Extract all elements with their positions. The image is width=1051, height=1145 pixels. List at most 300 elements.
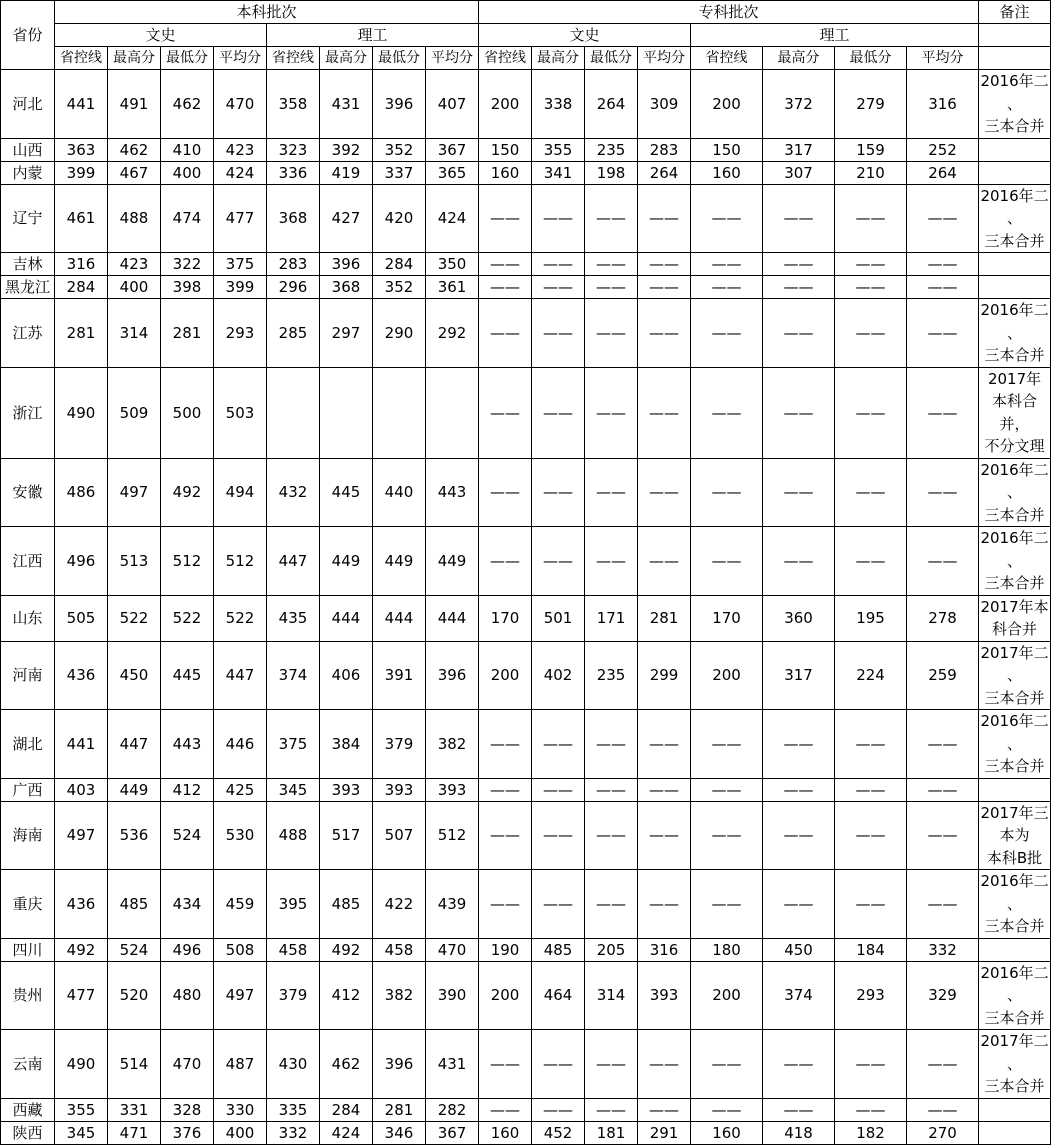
- score-cell: 398: [161, 276, 214, 299]
- score-cell: 443: [161, 710, 214, 779]
- score-cell: ——: [479, 527, 532, 596]
- table-row: [1, 641, 1051, 710]
- score-cell: 522: [161, 595, 214, 641]
- column-header: 平均分: [426, 47, 479, 70]
- score-cell: 445: [320, 458, 373, 527]
- score-cell: 235: [585, 641, 638, 710]
- table-row: [1, 253, 1051, 276]
- score-cell: 379: [267, 961, 320, 1030]
- score-cell: 447: [108, 710, 161, 779]
- score-cell: ——: [907, 870, 979, 939]
- undergrad-liberal-arts-header: 文史: [55, 24, 267, 47]
- remarks-cell: [979, 710, 1051, 779]
- score-cell: ——: [479, 1030, 532, 1099]
- score-cell: 350: [426, 253, 479, 276]
- score-cell: ——: [907, 367, 979, 458]
- score-cell: ——: [479, 1098, 532, 1121]
- score-cell: [426, 367, 479, 458]
- score-cell: ——: [532, 1030, 585, 1099]
- column-header: 平均分: [638, 47, 691, 70]
- province-cell: 吉林: [1, 253, 55, 276]
- score-cell: ——: [479, 367, 532, 458]
- score-cell: 205: [585, 938, 638, 961]
- score-cell: ——: [585, 801, 638, 870]
- score-cell: 284: [373, 253, 426, 276]
- score-cell: 449: [108, 778, 161, 801]
- score-cell: ——: [585, 299, 638, 368]
- remarks-cell: [979, 1030, 1051, 1099]
- score-cell: ——: [835, 184, 907, 253]
- remarks-line: 三本合并: [984, 505, 1045, 524]
- score-cell: ——: [585, 870, 638, 939]
- remarks-line: 三本合并: [984, 917, 1045, 935]
- remarks-cell: [979, 527, 1051, 596]
- table-row: [1, 184, 1051, 253]
- score-cell: 297: [320, 299, 373, 368]
- province-cell: 云南: [1, 1030, 55, 1099]
- score-cell: 418: [763, 1121, 835, 1144]
- score-cell: 490: [55, 1030, 108, 1099]
- province-cell: 贵州: [1, 961, 55, 1030]
- score-cell: 400: [214, 1121, 267, 1144]
- score-cell: ——: [763, 527, 835, 596]
- province-cell: 江西: [1, 527, 55, 596]
- column-header: 平均分: [214, 47, 267, 70]
- score-cell: 419: [320, 161, 373, 184]
- remarks-line: 三本合并: [984, 346, 1045, 364]
- score-cell: 512: [426, 801, 479, 870]
- score-cell: 393: [320, 778, 373, 801]
- province-cell: 湖北: [1, 710, 55, 779]
- remarks-cell: [979, 70, 1051, 139]
- score-cell: ——: [691, 778, 763, 801]
- score-cell: 293: [835, 961, 907, 1030]
- remarks-line: 2016年二: [980, 963, 1049, 982]
- remarks-cell: [979, 938, 1051, 961]
- province-cell: 河北: [1, 70, 55, 139]
- score-cell: 382: [426, 710, 479, 779]
- score-cell: ——: [763, 253, 835, 276]
- score-cell: 393: [426, 778, 479, 801]
- score-cell: 200: [479, 70, 532, 139]
- column-header: 省控线: [267, 47, 320, 70]
- remarks-line: 三本合并: [984, 1077, 1045, 1095]
- score-cell: ——: [907, 710, 979, 779]
- score-cell: 150: [691, 138, 763, 161]
- score-cell: ——: [638, 1030, 691, 1099]
- score-cell: 352: [373, 276, 426, 299]
- score-cell: 278: [907, 595, 979, 641]
- score-cell: 400: [108, 276, 161, 299]
- score-cell: 436: [55, 870, 108, 939]
- score-cell: 445: [161, 641, 214, 710]
- score-cell: 492: [55, 938, 108, 961]
- score-cell: ——: [479, 870, 532, 939]
- score-cell: ——: [479, 299, 532, 368]
- score-cell: 317: [763, 641, 835, 710]
- score-cell: 432: [267, 458, 320, 527]
- score-cell: 281: [373, 1098, 426, 1121]
- score-cell: 375: [214, 253, 267, 276]
- score-cell: ——: [532, 870, 585, 939]
- score-cell: 458: [267, 938, 320, 961]
- score-cell: ——: [532, 253, 585, 276]
- score-cell: 424: [426, 184, 479, 253]
- score-cell: ——: [763, 870, 835, 939]
- score-cell: 367: [426, 1121, 479, 1144]
- remarks-line: 、: [1007, 666, 1023, 684]
- score-cell: 434: [161, 870, 214, 939]
- undergrad-science-header: 理工: [267, 24, 479, 47]
- score-cell: 512: [214, 527, 267, 596]
- remarks-header-blank: [979, 47, 1051, 70]
- score-cell: ——: [532, 527, 585, 596]
- score-cell: ——: [638, 299, 691, 368]
- score-cell: 345: [267, 778, 320, 801]
- table-row: [1, 1098, 1051, 1121]
- remarks-line: 本为: [999, 826, 1030, 844]
- score-cell: 200: [691, 70, 763, 139]
- column-header: 最高分: [532, 47, 585, 70]
- remarks-cell: [979, 595, 1051, 641]
- score-cell: ——: [835, 710, 907, 779]
- remarks-line: 、: [1007, 986, 1023, 1004]
- score-cell: 520: [108, 961, 161, 1030]
- score-cell: 376: [161, 1121, 214, 1144]
- score-cell: 270: [907, 1121, 979, 1144]
- score-cell: 447: [214, 641, 267, 710]
- remarks-line: 2017年三: [980, 803, 1049, 822]
- remarks-cell: [979, 276, 1051, 299]
- score-cell: 480: [161, 961, 214, 1030]
- score-cell: 486: [55, 458, 108, 527]
- score-cell: 195: [835, 595, 907, 641]
- score-cell: ——: [907, 778, 979, 801]
- score-cell: 517: [320, 801, 373, 870]
- score-cell: ——: [479, 801, 532, 870]
- remarks-line: 、: [1007, 94, 1023, 113]
- score-cell: 496: [161, 938, 214, 961]
- score-cell: ——: [763, 184, 835, 253]
- score-cell: ——: [763, 1098, 835, 1121]
- score-cell: ——: [532, 367, 585, 458]
- score-cell: ——: [907, 1098, 979, 1121]
- score-cell: 400: [161, 161, 214, 184]
- remarks-line: 2017年二: [980, 643, 1049, 662]
- score-cell: ——: [691, 299, 763, 368]
- score-cell: 490: [55, 367, 108, 458]
- score-cell: 444: [426, 595, 479, 641]
- score-cell: ——: [763, 778, 835, 801]
- score-cell: 410: [161, 138, 214, 161]
- score-cell: 396: [373, 70, 426, 139]
- score-cell: ——: [638, 527, 691, 596]
- score-cell: 503: [214, 367, 267, 458]
- score-cell: ——: [479, 184, 532, 253]
- score-cell: 281: [638, 595, 691, 641]
- score-cell: ——: [835, 458, 907, 527]
- score-cell: 485: [108, 870, 161, 939]
- score-cell: 501: [532, 595, 585, 641]
- score-cell: 360: [763, 595, 835, 641]
- table-row: [1, 70, 1051, 139]
- column-header: 最低分: [373, 47, 426, 70]
- score-cell: 412: [161, 778, 214, 801]
- score-cell: 309: [638, 70, 691, 139]
- table-row: [1, 367, 1051, 458]
- score-cell: 264: [638, 161, 691, 184]
- table-row: [1, 458, 1051, 527]
- score-cell: ——: [638, 458, 691, 527]
- score-cell: 170: [691, 595, 763, 641]
- table-row: [1, 595, 1051, 641]
- score-cell: ——: [907, 458, 979, 527]
- score-cell: 399: [214, 276, 267, 299]
- remarks-line: 、: [1007, 323, 1023, 342]
- score-cell: 264: [907, 161, 979, 184]
- score-cell: 458: [373, 938, 426, 961]
- column-header: 省控线: [479, 47, 532, 70]
- score-cell: ——: [907, 1030, 979, 1099]
- remarks-cell: [979, 184, 1051, 253]
- score-cell: ——: [691, 458, 763, 527]
- score-cell: ——: [763, 1030, 835, 1099]
- score-cell: ——: [638, 710, 691, 779]
- score-cell: ——: [638, 1098, 691, 1121]
- score-cell: 384: [320, 710, 373, 779]
- score-cell: 284: [55, 276, 108, 299]
- remarks-cell: [979, 138, 1051, 161]
- score-cell: 449: [320, 527, 373, 596]
- score-cell: 329: [907, 961, 979, 1030]
- score-cell: 328: [161, 1098, 214, 1121]
- province-cell: 山西: [1, 138, 55, 161]
- score-cell: 358: [267, 70, 320, 139]
- score-cell: ——: [691, 253, 763, 276]
- score-cell: ——: [835, 870, 907, 939]
- score-cell: 160: [691, 1121, 763, 1144]
- score-cell: ——: [532, 778, 585, 801]
- score-cell: 436: [55, 641, 108, 710]
- score-cell: 282: [426, 1098, 479, 1121]
- score-cell: 299: [638, 641, 691, 710]
- score-cell: 500: [161, 367, 214, 458]
- remarks-line: 2017年本: [980, 597, 1049, 616]
- header-row-1: [1, 1, 1051, 24]
- score-cell: 264: [585, 70, 638, 139]
- score-cell: 368: [267, 184, 320, 253]
- remarks-line: 三本合并: [984, 757, 1045, 775]
- score-cell: 210: [835, 161, 907, 184]
- score-cell: 314: [108, 299, 161, 368]
- province-cell: 广西: [1, 778, 55, 801]
- score-cell: ——: [691, 367, 763, 458]
- remarks-cell: [979, 870, 1051, 939]
- score-cell: 441: [55, 70, 108, 139]
- score-cell: 379: [373, 710, 426, 779]
- score-cell: 467: [108, 161, 161, 184]
- score-cell: 396: [426, 641, 479, 710]
- score-cell: 431: [426, 1030, 479, 1099]
- score-cell: ——: [907, 299, 979, 368]
- remarks-line: 2017年二: [980, 1032, 1049, 1050]
- score-cell: 296: [267, 276, 320, 299]
- score-cell: 332: [267, 1121, 320, 1144]
- score-cell: 200: [691, 961, 763, 1030]
- score-cell: ——: [532, 1098, 585, 1121]
- score-cell: 449: [373, 527, 426, 596]
- score-cell: 170: [479, 595, 532, 641]
- score-cell: ——: [691, 710, 763, 779]
- score-cell: 395: [267, 870, 320, 939]
- score-cell: 374: [763, 961, 835, 1030]
- score-cell: 352: [373, 138, 426, 161]
- remarks-line: 三本合并: [984, 1008, 1045, 1027]
- score-cell: ——: [532, 801, 585, 870]
- remarks-line: 2016年二: [980, 72, 1049, 90]
- score-cell: ——: [835, 276, 907, 299]
- remarks-line: 、: [1007, 734, 1023, 753]
- table-row: [1, 1121, 1051, 1144]
- remarks-line: 2016年二: [980, 301, 1049, 319]
- remarks-cell: [979, 778, 1051, 801]
- score-cell: 485: [320, 870, 373, 939]
- score-cell: 470: [426, 938, 479, 961]
- score-cell: [320, 367, 373, 458]
- column-header: 省控线: [691, 47, 763, 70]
- score-cell: 285: [267, 299, 320, 368]
- score-cell: 293: [214, 299, 267, 368]
- province-cell: 辽宁: [1, 184, 55, 253]
- score-cell: ——: [691, 801, 763, 870]
- score-cell: ——: [532, 276, 585, 299]
- table-row: [1, 961, 1051, 1030]
- score-cell: 283: [267, 253, 320, 276]
- score-cell: ——: [907, 527, 979, 596]
- score-cell: 393: [638, 961, 691, 1030]
- remarks-line: 2016年二: [980, 529, 1049, 547]
- score-cell: 281: [161, 299, 214, 368]
- score-cell: 374: [267, 641, 320, 710]
- table-row: [1, 778, 1051, 801]
- score-cell: ——: [691, 1030, 763, 1099]
- province-cell: 安徽: [1, 458, 55, 527]
- score-cell: 488: [108, 184, 161, 253]
- score-cell: 462: [161, 70, 214, 139]
- table-row: [1, 710, 1051, 779]
- score-cell: 323: [267, 138, 320, 161]
- score-cell: 399: [55, 161, 108, 184]
- score-cell: 160: [691, 161, 763, 184]
- score-cell: ——: [585, 1030, 638, 1099]
- score-cell: 181: [585, 1121, 638, 1144]
- table-row: [1, 527, 1051, 596]
- province-cell: 河南: [1, 641, 55, 710]
- province-cell: 内蒙: [1, 161, 55, 184]
- remarks-header: 备注: [979, 1, 1051, 24]
- score-cell: 505: [55, 595, 108, 641]
- score-cell: ——: [479, 276, 532, 299]
- score-cell: 317: [763, 138, 835, 161]
- score-cell: ——: [479, 778, 532, 801]
- score-cell: ——: [638, 184, 691, 253]
- score-cell: 281: [55, 299, 108, 368]
- score-cell: 332: [907, 938, 979, 961]
- remarks-line: 三本合并: [984, 688, 1045, 707]
- remarks-line: 三本合并: [984, 231, 1045, 250]
- score-cell: ——: [479, 458, 532, 527]
- header-row-2: [1, 24, 1051, 47]
- score-cell: 522: [214, 595, 267, 641]
- score-cell: 402: [532, 641, 585, 710]
- score-cell: 252: [907, 138, 979, 161]
- score-cell: 341: [532, 161, 585, 184]
- score-cell: 284: [320, 1098, 373, 1121]
- remarks-line: 、: [1007, 483, 1023, 501]
- undergrad-header: 本科批次: [55, 1, 479, 24]
- score-cell: ——: [532, 710, 585, 779]
- remarks-line: 2016年二: [980, 460, 1049, 479]
- remarks-line: 本科B批: [986, 848, 1043, 867]
- remarks-cell: [979, 961, 1051, 1030]
- score-cell: 365: [426, 161, 479, 184]
- score-cell: 441: [55, 710, 108, 779]
- province-cell: 陕西: [1, 1121, 55, 1144]
- score-cell: ——: [763, 458, 835, 527]
- score-cell: ——: [763, 801, 835, 870]
- province-header: 省份: [1, 1, 55, 70]
- table-row: [1, 938, 1051, 961]
- score-cell: 446: [214, 710, 267, 779]
- score-cell: 392: [320, 138, 373, 161]
- score-cell: 464: [532, 961, 585, 1030]
- score-cell: ——: [763, 367, 835, 458]
- province-cell: 浙江: [1, 367, 55, 458]
- score-cell: ——: [585, 367, 638, 458]
- score-cell: 497: [214, 961, 267, 1030]
- score-cell: ——: [479, 710, 532, 779]
- remarks-line: 三本合并: [984, 574, 1045, 592]
- score-cell: 171: [585, 595, 638, 641]
- score-cell: 444: [373, 595, 426, 641]
- score-cell: 159: [835, 138, 907, 161]
- score-cell: [373, 367, 426, 458]
- remarks-line: 并，: [999, 414, 1030, 433]
- score-cell: 459: [214, 870, 267, 939]
- score-cell: ——: [835, 253, 907, 276]
- score-cell: 513: [108, 527, 161, 596]
- score-cell: 198: [585, 161, 638, 184]
- score-cell: 514: [108, 1030, 161, 1099]
- column-header: 最低分: [161, 47, 214, 70]
- score-cell: 160: [479, 161, 532, 184]
- score-cell: ——: [691, 870, 763, 939]
- score-cell: 335: [267, 1098, 320, 1121]
- score-cell: 492: [320, 938, 373, 961]
- score-cell: 447: [267, 527, 320, 596]
- score-cell: 474: [161, 184, 214, 253]
- score-cell: 524: [161, 801, 214, 870]
- remarks-line: 2016年二: [980, 872, 1049, 890]
- remarks-line: 、: [1007, 894, 1023, 913]
- score-cell: ——: [585, 527, 638, 596]
- province-cell: 黑龙江: [1, 276, 55, 299]
- score-cell: 462: [320, 1030, 373, 1099]
- score-cell: 424: [214, 161, 267, 184]
- remarks-cell: [979, 299, 1051, 368]
- score-cell: 368: [320, 276, 373, 299]
- score-cell: 290: [373, 299, 426, 368]
